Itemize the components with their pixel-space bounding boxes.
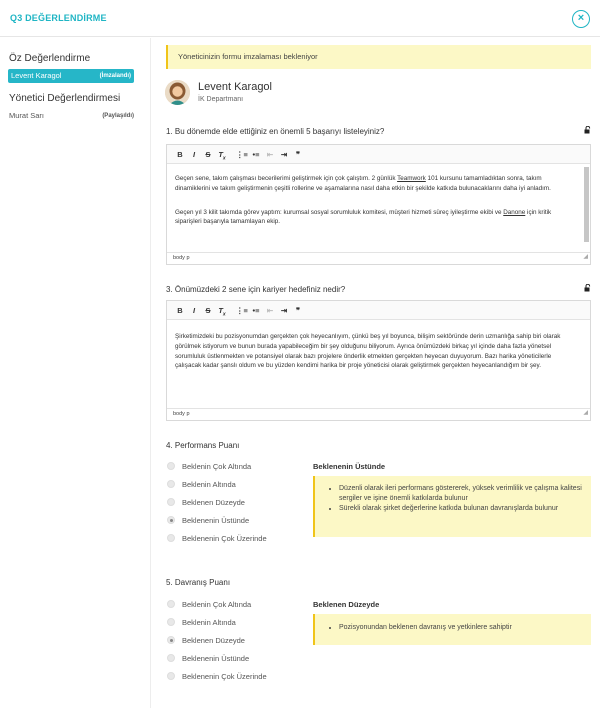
italic-icon[interactable]: I bbox=[192, 306, 196, 315]
indent-icon[interactable]: ⇥ bbox=[280, 306, 288, 315]
editor-toolbar bbox=[167, 301, 590, 320]
unlock-icon[interactable] bbox=[584, 126, 592, 134]
radio-checked-icon bbox=[167, 636, 175, 644]
rating-description bbox=[313, 476, 591, 537]
radio-option[interactable]: Beklenin Altında bbox=[167, 618, 236, 628]
user-department: İK Departmanı bbox=[198, 96, 244, 103]
unlock-icon[interactable] bbox=[584, 284, 592, 292]
editor-toolbar bbox=[167, 145, 590, 164]
radio-option[interactable]: Beklenenin Üstünde bbox=[167, 654, 249, 664]
radio-option[interactable]: Beklenenin Çok Üzerinde bbox=[167, 672, 267, 682]
signature-notice: Yöneticinizin formu imzalaması bekleniyor bbox=[166, 45, 591, 69]
user-name: Levent Karagol bbox=[198, 81, 272, 93]
radio-option[interactable]: Beklenin Çok Altında bbox=[167, 600, 251, 610]
radio-option-selected[interactable]: Beklenen Düzeyde bbox=[167, 636, 245, 646]
rating-description-title: Beklenen Düzeyde bbox=[313, 600, 380, 609]
resize-handle-icon: ◢ bbox=[583, 410, 588, 416]
editor-statusbar: body p ◢ bbox=[167, 408, 590, 420]
list-item: • Düzenli olarak ileri performans göstererek, yüksek verimlilik ve çalışma kalitesi sergiler ve işine önemli katkılarda bulunur bbox=[339, 484, 583, 504]
radio-icon bbox=[167, 498, 175, 506]
ordered-list-icon[interactable]: ⋮≡ bbox=[236, 306, 248, 315]
avatar bbox=[165, 80, 190, 105]
outdent-icon[interactable]: ⇤ bbox=[266, 306, 274, 315]
strikethrough-icon[interactable]: S bbox=[205, 150, 211, 159]
close-icon[interactable]: × bbox=[572, 10, 590, 28]
ordered-list-icon[interactable]: ⋮≡ bbox=[236, 150, 248, 159]
status-badge: (Paylaşıldı) bbox=[102, 113, 134, 119]
radio-option[interactable]: Beklenin Çok Altında bbox=[167, 462, 251, 472]
clear-format-icon[interactable]: $T_x$ bbox=[218, 150, 226, 162]
question-3-label: 3. Önümüzdeki 2 sene için kariyer hedefiniz nedir? bbox=[166, 285, 346, 294]
radio-option[interactable]: Beklenenin Çok Üzerinde bbox=[167, 534, 267, 544]
bold-icon[interactable]: B bbox=[177, 150, 183, 159]
resize-handle-icon: ◢ bbox=[583, 254, 588, 260]
answer-1-editor[interactable] bbox=[166, 144, 591, 265]
radio-icon bbox=[167, 480, 175, 488]
radio-icon bbox=[167, 618, 175, 626]
quote-icon[interactable]: ❞ bbox=[295, 306, 301, 315]
bullet-list-icon[interactable]: •≡ bbox=[252, 150, 260, 159]
editor-statusbar: body p ◢ bbox=[167, 252, 590, 264]
indent-icon[interactable]: ⇥ bbox=[280, 150, 288, 159]
modal-header bbox=[0, 0, 600, 37]
radio-icon bbox=[167, 600, 175, 608]
radio-icon bbox=[167, 534, 175, 542]
sidebar-item-label: Levent Karagol bbox=[11, 71, 62, 80]
list-item: • Sürekli olarak şirket değerlerine katkıda bulunan davranışlarda bulunur bbox=[339, 504, 583, 514]
radio-option[interactable]: Beklenen Düzeyde bbox=[167, 498, 245, 508]
radio-icon bbox=[167, 654, 175, 662]
manager-evaluation-heading: Yönetici Değerlendirmesi bbox=[9, 93, 121, 104]
rating-description bbox=[313, 614, 591, 645]
rating-description-title: Beklenenin Üstünde bbox=[313, 462, 386, 471]
outdent-icon[interactable]: ⇤ bbox=[266, 150, 274, 159]
radio-icon bbox=[167, 672, 175, 680]
self-evaluation-heading: Öz Değerlendirme bbox=[9, 53, 91, 64]
editor-content[interactable]: Şirketimizdeki bu pozisyonumdan gerçekten çok heyecanlıyım, çünkü beş yıl boyunca, bilişim sektöründe derin uzmanlığa sahip biri olarak görülmek istiyorum ve bunun burada yapabileceğim bir şey olduğunu biliyorum. Ayrıca önümüzdeki birkaç yıl içinde daha fazla yönetsel sorumluluk üstlenmekten ve potansiyel olarak bazı projelere önderlik etmekten gerçekten heyecan duyuyorum. Bazı harika yöneticilerle çalışacak kadar şanslı oldum ve bu yüzden kendimi harika bir proje yöneticisi olarak geliştirmek gerçekten heyecanlandığım bir şey. bbox=[175, 333, 561, 370]
radio-option[interactable]: Beklenin Altında bbox=[167, 480, 236, 490]
bold-icon[interactable]: B bbox=[177, 306, 183, 315]
divider bbox=[150, 38, 151, 708]
list-item: • Pozisyonundan beklenen davranış ve yetkinlere sahiptir bbox=[339, 623, 583, 633]
radio-checked-icon bbox=[167, 516, 175, 524]
modal-title: Q3 DEĞERLENDİRME bbox=[10, 13, 107, 23]
quote-icon[interactable]: ❞ bbox=[295, 150, 301, 159]
sidebar-item-label: Murat Sarı bbox=[9, 111, 45, 120]
sidebar-item-manager[interactable] bbox=[8, 109, 134, 123]
radio-icon bbox=[167, 462, 175, 470]
clear-format-icon[interactable]: $T_x$ bbox=[218, 306, 226, 318]
sidebar bbox=[0, 38, 150, 708]
scrollbar[interactable] bbox=[584, 167, 589, 242]
italic-icon[interactable]: I bbox=[192, 150, 196, 159]
sidebar-item-self[interactable] bbox=[8, 69, 134, 83]
radio-option-selected[interactable]: Beklenenin Üstünde bbox=[167, 516, 249, 526]
question-1-label: 1. Bu dönemde elde ettiğiniz en önemli 5 başarıyı listeleyiniz? bbox=[166, 127, 385, 136]
bullet-list-icon[interactable]: •≡ bbox=[252, 306, 260, 315]
editor-content[interactable]: Geçen sene, takım çalışması becerilerimi geliştirmek için çok çalıştım. 2 günlük Teamwork 101 kursunu tamamladıktan sonra, takım dinamiklerini ve takım geliştirmenin çeşitli rollerine ve aşamalarına nasıl daha etkin bir şekilde katkıda bulunacaklarını daha iyi anladım. Geçen yıl 3 kilit takımda görev yaptım: kurumsal sosyal sorumluluk komitesi, müşteri hizmeti süreç iyileştirme ekibi ve Danone için kritik siparişleri başarıyla tamamlayan ekip. bbox=[167, 164, 590, 252]
strikethrough-icon[interactable]: S bbox=[205, 306, 211, 315]
answer-3-editor[interactable] bbox=[166, 300, 591, 421]
status-badge: (İmzalandı) bbox=[99, 73, 131, 79]
question-4-label: 4. Performans Puanı bbox=[166, 441, 240, 450]
question-5-label: 5. Davranış Puanı bbox=[166, 578, 231, 587]
